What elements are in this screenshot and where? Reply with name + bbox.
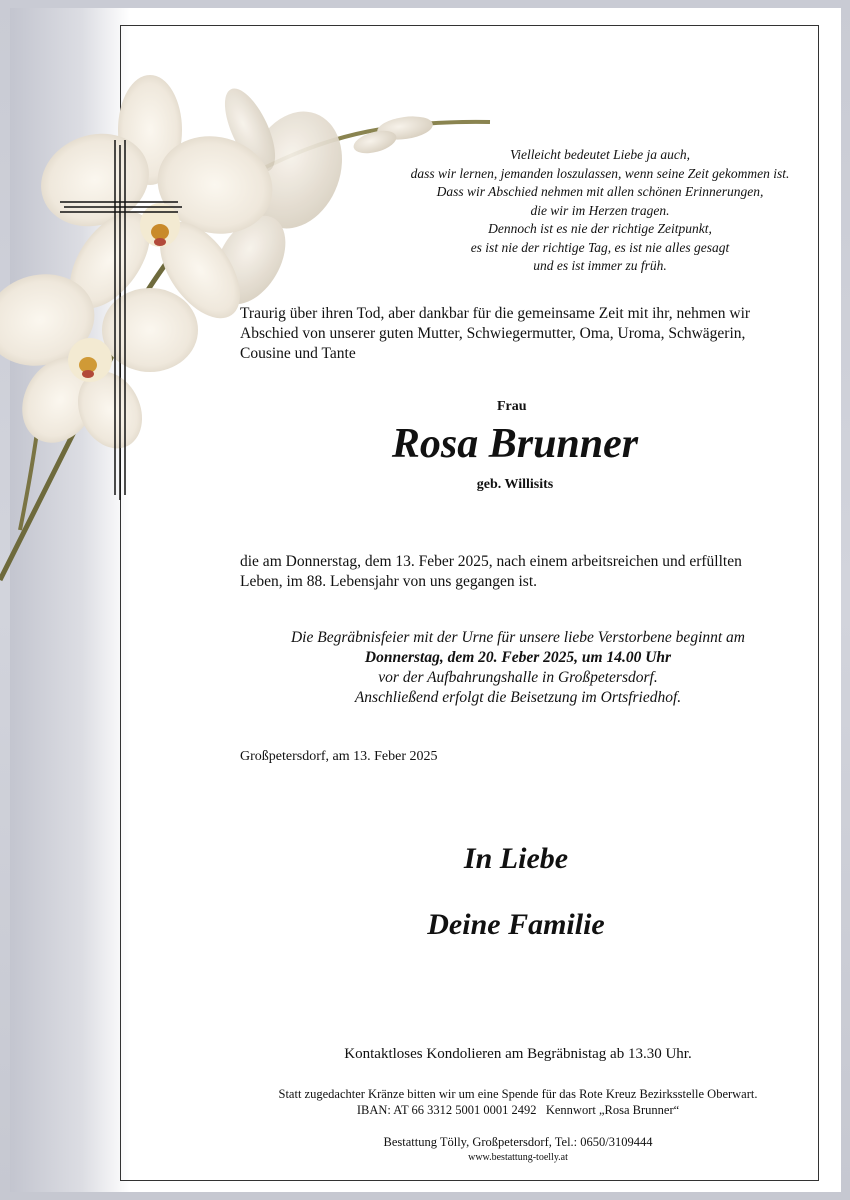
birth-name: geb. Willisits bbox=[476, 477, 554, 492]
condolence-note: Kontaktloses Kondolieren am Begräbnistag ab 13.30 Uhr. bbox=[344, 1046, 692, 1062]
poem-line: Dass wir Abschied nehmen mit allen schönen Erinnerungen, bbox=[436, 184, 764, 199]
poem bbox=[360, 146, 840, 276]
poem-line: dass wir lernen, jemanden loszulassen, wenn seine Zeit gekommen ist. bbox=[410, 165, 790, 181]
closing-line-1: In Liebe bbox=[463, 842, 569, 875]
place-date: Großpetersdorf, am 13. Feber 2025 bbox=[240, 749, 438, 764]
funeral-info bbox=[240, 628, 796, 708]
poem-line: Vielleicht bedeutet Liebe ja auch, bbox=[509, 147, 691, 162]
undertaker bbox=[240, 1134, 796, 1166]
poem-line: Dennoch ist es nie der richtige Zeitpunkt, bbox=[488, 221, 712, 236]
death-notice-line: Leben, im 88. Lebensjahr von uns gegangen ist. bbox=[240, 573, 538, 590]
salutation: Frau bbox=[497, 399, 527, 414]
funeral-line: Anschließend erfolgt die Beisetzung im Ortsfriedhof. bbox=[354, 689, 682, 706]
closing-line-2: Deine Familie bbox=[427, 908, 605, 941]
donation-line: Statt zugedachter Kränze bitten wir um eine Spende für das Rote Kreuz Bezirksstelle Oberwart. bbox=[278, 1087, 758, 1101]
intro-text bbox=[240, 304, 796, 364]
intro-line: Cousine und Tante bbox=[240, 345, 356, 362]
intro-line: Abschied von unserer guten Mutter, Schwiegermutter, Oma, Uroma, Schwägerin, bbox=[240, 325, 746, 342]
poem-line: und es ist immer zu früh. bbox=[533, 258, 667, 273]
poem-line: die wir im Herzen tragen. bbox=[530, 202, 670, 218]
death-notice bbox=[240, 552, 796, 592]
funeral-line: vor der Aufbahrungshalle in Großpetersdorf. bbox=[378, 669, 658, 686]
death-notice-line: die am Donnerstag, dem 13. Feber 2025, nach einem arbeitsreichen und erfüllten bbox=[240, 553, 742, 570]
intro-line: Traurig über ihren Tod, aber dankbar für die gemeinsame Zeit mit ihr, nehmen wir bbox=[240, 305, 751, 322]
deceased-name: Rosa Brunner bbox=[391, 421, 639, 467]
undertaker-contact: Bestattung Tölly, Großpetersdorf, Tel.: 0650/3109444 bbox=[383, 1135, 653, 1149]
donation-note bbox=[240, 1086, 796, 1118]
cross-icon bbox=[60, 140, 190, 500]
poem-line: es ist nie der richtige Tag, es ist nie alles gesagt bbox=[470, 239, 730, 255]
iban-line: IBAN: AT 66 3312 5001 0001 2492 Kennwort „Rosa Brunner“ bbox=[356, 1103, 680, 1117]
funeral-date-time: Donnerstag, dem 20. Feber 2025, um 14.00 Uhr bbox=[364, 649, 672, 666]
funeral-line: Die Begräbnisfeier mit der Urne für unsere liebe Verstorbene beginnt am bbox=[290, 629, 745, 646]
undertaker-website[interactable]: www.bestattung-toelly.at bbox=[468, 1152, 568, 1163]
